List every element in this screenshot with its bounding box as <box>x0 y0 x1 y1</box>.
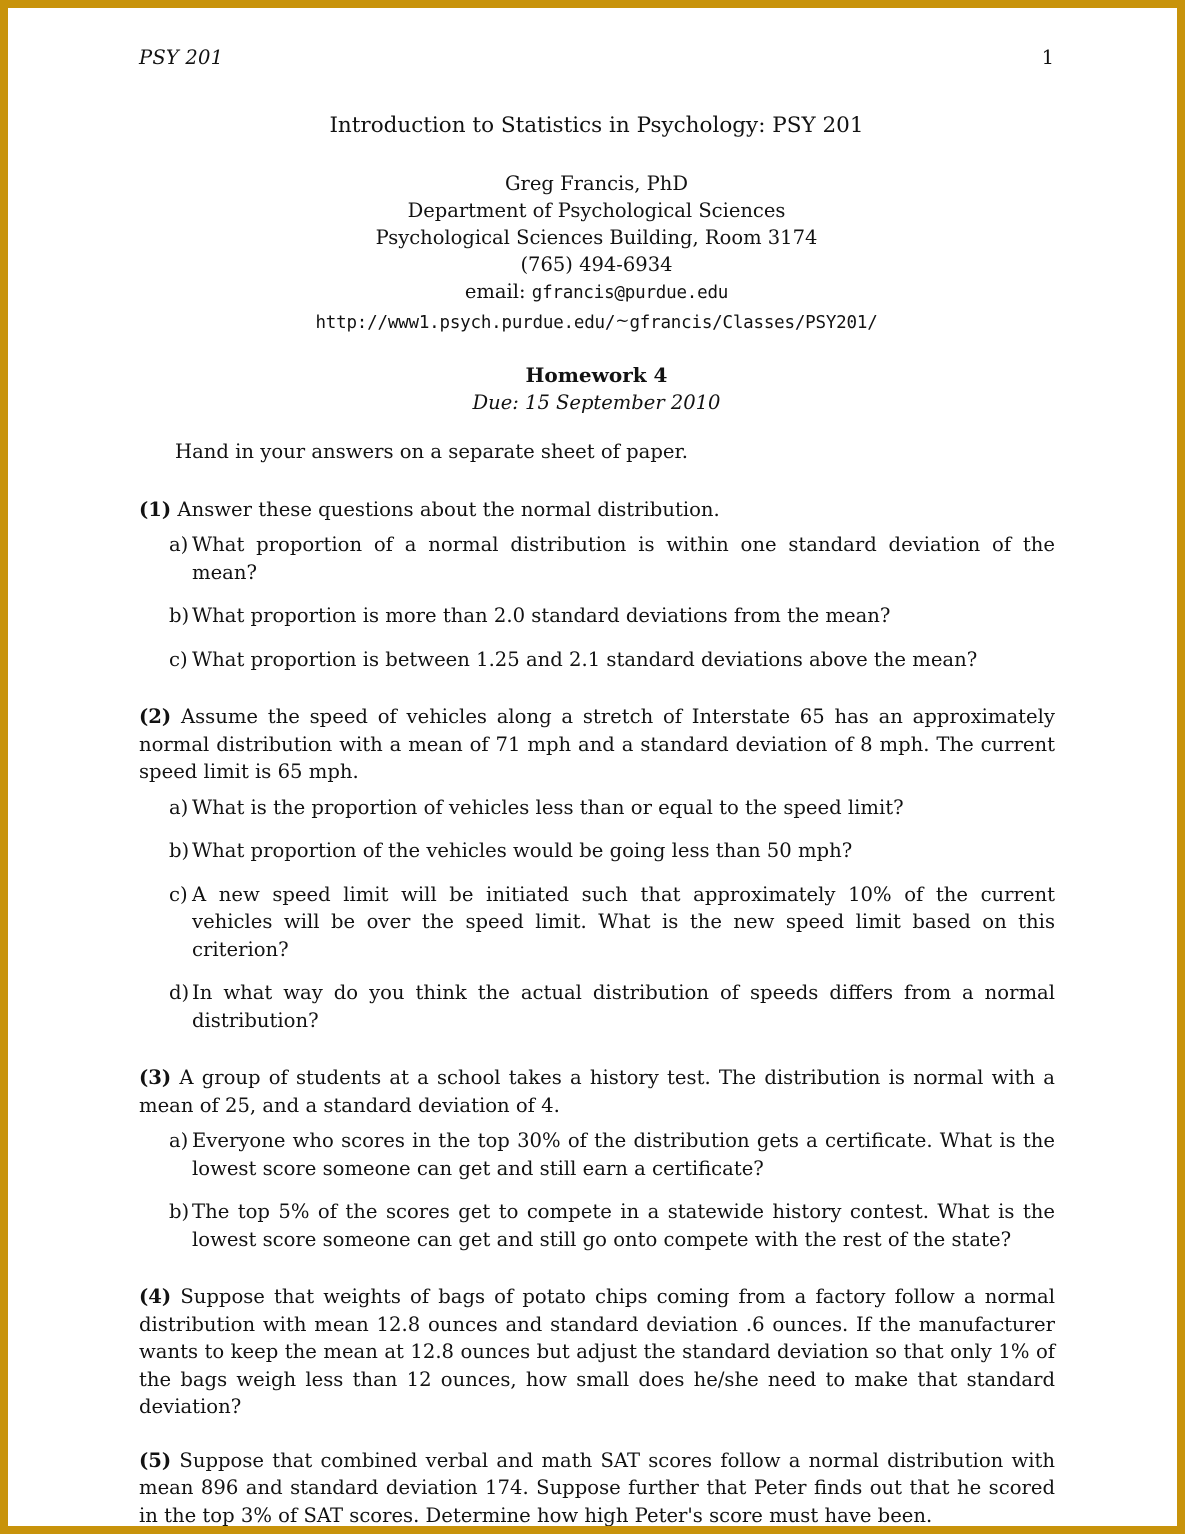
question-3-subitems <box>139 1127 1055 1253</box>
subitem-label: a) <box>169 795 189 819</box>
question-1-subitems <box>139 531 1055 673</box>
subitem-label: d) <box>169 981 190 1004</box>
assignment-title: Homework 4 <box>525 363 668 387</box>
building-address: Psychological Sciences Building, Room 3174 <box>375 226 818 250</box>
website-url-prefix[interactable]: http://www1.psych.purdue.edu/ <box>315 312 616 333</box>
question-5-text: Suppose that combined verbal and math SAT scores follow a normal distribution with mean 896 and standard deviation 174. Suppose further that Peter finds out that he scored in the top 3% of SAT scores. Determine how high Peter's score must have been. <box>139 1448 1055 1527</box>
question-1-subitem-c <box>139 646 1055 674</box>
question-1-subitem-a <box>139 531 1055 586</box>
subitem-label: b) <box>169 839 190 862</box>
title-block <box>139 114 1054 337</box>
question-4-number: (4) <box>139 1285 172 1308</box>
question-3-text: A group of students at a school takes a history test. The distribution is normal with a mean of 25, and a standard deviation of 4. <box>139 1066 1055 1117</box>
instructions-paragraph: Hand in your answers on a separate sheet of paper. <box>175 440 688 463</box>
page-number: 1 <box>1041 46 1054 69</box>
question-2-subitem-a <box>139 794 1055 822</box>
page-sheet <box>8 8 1177 1526</box>
question-2-subitems <box>139 794 1055 1035</box>
subitem-label: a) <box>169 533 189 556</box>
question-1-number: (1) <box>139 497 172 521</box>
question-2 <box>139 703 1055 786</box>
question-1 <box>139 496 1055 524</box>
question-3-subitem-a <box>139 1127 1055 1182</box>
subitem-text: What proportion of a normal distribution is within one standard deviation of the mean? <box>192 533 1055 584</box>
subitem-text: What proportion is more than 2.0 standard deviations from the mean? <box>192 604 891 627</box>
subitem-text: In what way do you think the actual distribution of speeds differs from a normal distribution? <box>192 981 1055 1032</box>
subitem-label: b) <box>169 604 190 627</box>
document-body <box>139 438 1055 1534</box>
subitem-text: What proportion of the vehicles would be going less than 50 mph? <box>192 839 853 862</box>
website-url-suffix[interactable]: gfrancis/Classes/PSY201/ <box>629 312 878 333</box>
question-2-subitem-c <box>139 881 1055 964</box>
question-5-number: (5) <box>139 1448 172 1472</box>
document-title: Introduction to Statistics in Psychology: PSY 201 <box>329 113 864 138</box>
question-2-text: Assume the speed of vehicles along a stretch of Interstate 65 has an approximately normal distribution with a mean of 71 mph and a standard deviation of 8 mph. The current speed limit is 65 mph. <box>139 705 1055 783</box>
email-address[interactable]: gfrancis@purdue.edu <box>531 283 729 304</box>
subitem-text: Everyone who scores in the top 30% of the distribution gets a certificate. What is the lowest score someone can get and still earn a certificate? <box>192 1129 1055 1180</box>
question-1-subitem-b <box>139 602 1055 630</box>
phone-number: (765) 494-6934 <box>520 253 673 277</box>
question-2-number: (2) <box>139 705 172 728</box>
subitem-label: a) <box>169 1129 189 1152</box>
email-label: email: <box>464 280 526 304</box>
department-name: Department of Psychological Sciences <box>407 198 786 222</box>
question-3 <box>139 1064 1055 1119</box>
subitem-label: c) <box>169 882 188 906</box>
question-2-subitem-b <box>139 837 1055 865</box>
subitem-text: The top 5% of the scores get to compete in a statewide history contest. What is the lowest score someone can get and still go onto compete with the rest of the state? <box>192 1200 1055 1251</box>
author-name: Greg Francis, PhD <box>504 171 689 195</box>
running-header <box>139 46 1054 69</box>
question-2-subitem-d <box>139 979 1055 1034</box>
question-5 <box>139 1447 1055 1530</box>
subitem-text: What is the proportion of vehicles less than or equal to the speed limit? <box>192 795 904 819</box>
subitem-text: What proportion is between 1.25 and 2.1 standard deviations above the mean? <box>192 647 978 671</box>
assignment-due-date: Due: 15 September 2010 <box>472 391 721 414</box>
email-line <box>139 278 1054 307</box>
subitem-text: A new speed limit will be initiated such that approximately 10% of the current vehicles will be over the speed limit. What is the new speed limit based on this criterion? <box>192 882 1055 961</box>
tilde-glyph: ~ <box>615 310 630 331</box>
assignment-heading-block <box>139 363 1054 414</box>
question-4-text: Suppose that weights of bags of potato chips coming from a factory follow a normal distribution with mean 12.8 ounces and standard deviation .6 ounces. If the manufacturer wants to keep the mean at 12.8 ounces but adjust the standard deviation so that only 1% of the bags weigh less than 12 ounces, how small does he/she need to make that standard deviation? <box>139 1285 1056 1418</box>
subitem-label: c) <box>169 647 188 671</box>
header-course-label: PSY 201 <box>139 46 224 69</box>
website-line <box>139 308 1054 337</box>
question-1-text: Answer these questions about the normal distribution. <box>177 497 720 521</box>
question-3-subitem-b <box>139 1198 1055 1253</box>
subitem-label: b) <box>169 1200 190 1223</box>
question-3-number: (3) <box>139 1066 172 1089</box>
question-4 <box>139 1283 1055 1421</box>
